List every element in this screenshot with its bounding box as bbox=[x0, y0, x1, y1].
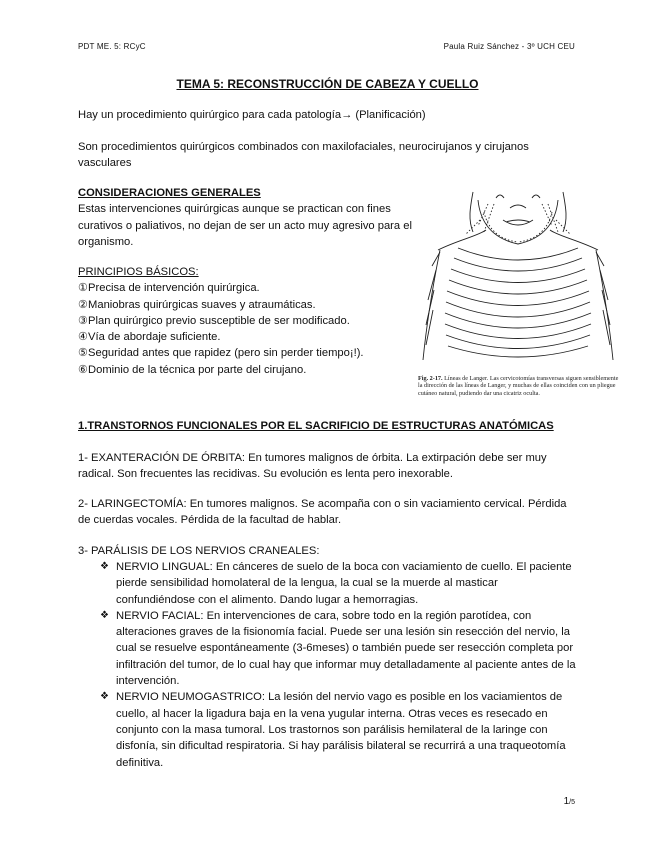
header-left: PDT ME. 5: RCyC bbox=[78, 42, 146, 51]
page-title: TEMA 5: RECONSTRUCCIÓN DE CABEZA Y CUELLO bbox=[176, 77, 479, 91]
page-number bbox=[564, 796, 575, 807]
nervio-facial-text: NERVIO FACIAL: En intervenciones de cara, sobre todo en la región parotídea, con alteraciones graves de la fisionomía facial. Puede ser una lesión sin resección del nervio, la cual se resuelve espontáneamente (3-6meses) o también puede ser resección completa por infiltración del tumor, de lo cual hay que informar muy detalladamente al paciente antes de la intervención. bbox=[116, 609, 576, 688]
page-current: 1 bbox=[563, 796, 570, 807]
principio-item: ③Plan quirúrgico previo susceptible de ser modificado. bbox=[78, 314, 350, 327]
section1-heading: 1.TRANSTORNOS FUNCIONALES POR EL SACRIFICIO DE ESTRUCTURAS ANATÓMICAS bbox=[78, 420, 554, 432]
orbita-paragraph: 1- EXANTERACIÓN DE ÓRBITA: En tumores malignos de órbita. La extirpación debe ser muy radical. Son frecuentes las recidivas. Su evolución es lenta pero inexorable. bbox=[78, 452, 547, 481]
nerves-list bbox=[78, 559, 578, 771]
principios-heading: PRINCIPIOS BÁSICOS: bbox=[78, 266, 199, 278]
principio-item: ②Maniobras quirúrgicas suaves y atraumáticas. bbox=[78, 298, 316, 311]
langer-lines-neck-illustration bbox=[418, 190, 618, 368]
nervio-neumogastrico-text: NERVIO NEUMOGASTRICO: La lesión del nervio vago es posible en los vaciamientos de cuello, al hacer la ligadura baja en la vena yugular interna. Otras veces es resecado en conjunto con la masa tumoral. Los trastornos son parálisis hemilateral de la laringe con disfonía, sin dificultad respiratoria. Si hay parálisis bilateral se recurrirá a una traqueotomía definitiva. bbox=[116, 691, 566, 769]
principio-item: ④Vía de abordaje suficiente. bbox=[78, 331, 221, 344]
laringectomia-paragraph: 2- LARINGECTOMÍA: En tumores malignos. Se acompaña con o sin vaciamiento cervical. Pérdida de cuerdas vocales. Pérdida de la facultad de hablar. bbox=[78, 498, 567, 527]
figure-caption bbox=[418, 375, 622, 397]
page-total: /5 bbox=[569, 799, 575, 806]
principios-section bbox=[78, 264, 423, 378]
header-right: Paula Ruiz Sánchez - 3º UCH CEU bbox=[443, 42, 575, 51]
diamond-bullet-icon: ❖ bbox=[100, 609, 109, 621]
intro-paragraph-1: Hay un procedimiento quirúrgico para cada patología→ (Planificación) bbox=[78, 109, 426, 121]
list-item bbox=[78, 689, 578, 770]
consideraciones-heading: CONSIDERACIONES GENERALES bbox=[78, 187, 261, 199]
figure-caption-label: Fig. 2-17. bbox=[418, 375, 443, 382]
diamond-bullet-icon: ❖ bbox=[100, 561, 109, 572]
intro-paragraph-2: Son procedimientos quirúrgicos combinados con maxilofaciales, neurocirujanos y cirujanos vasculares bbox=[78, 141, 529, 170]
principio-item: ①Precisa de intervención quirúrgica. bbox=[78, 282, 260, 295]
principio-item: ⑥Dominio de la técnica por parte del cirujano. bbox=[78, 363, 307, 376]
list-item bbox=[78, 559, 578, 608]
diamond-bullet-icon: ❖ bbox=[100, 691, 109, 703]
principio-item: ⑤Seguridad antes que rapidez (pero sin perder tiempo¡!). bbox=[78, 347, 364, 360]
paralisis-heading: 3- PARÁLISIS DE LOS NERVIOS CRANEALES: bbox=[78, 545, 320, 557]
nervio-lingual-text: NERVIO LINGUAL: En cánceres de suelo de la boca con vaciamiento de cuello. El paciente pierde sensibilidad homolateral de la lengua, la cual se la muerde al masticar confundiéndose con el alimento. Dando lugar a hemorragias. bbox=[116, 561, 572, 606]
figure-caption-text: Líneas de Langer. Las cervicotomías transversas siguen sensiblemente la dirección de las líneas de Langer, y muchas de ellas coinciden con un pliegue cutáneo natural, pudiendo dar una cicatriz oculta. bbox=[418, 375, 619, 397]
consideraciones-section bbox=[78, 185, 423, 250]
consideraciones-text: Estas intervenciones quirúrgicas aunque se practican con fines curativos o paliativos, no dejan de ser un acto muy agresivo para el organismo. bbox=[78, 203, 412, 248]
list-item bbox=[78, 608, 578, 689]
